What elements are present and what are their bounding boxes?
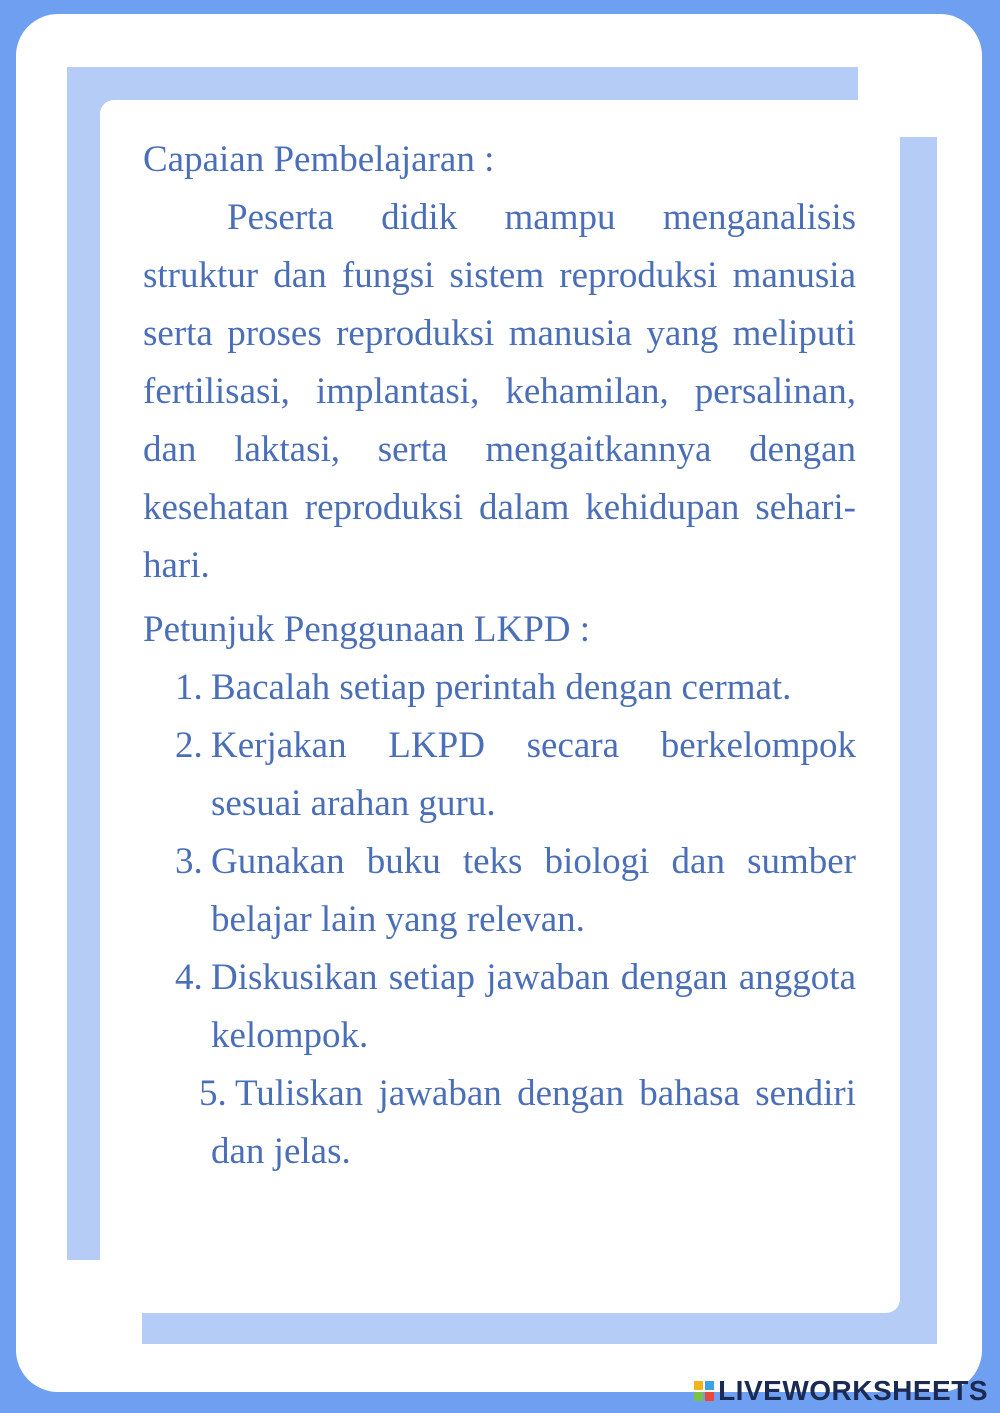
list-item-text: Gunakan buku teks biologi dan sumber belajar lain yang relevan.	[211, 841, 856, 940]
list-item-text: Tuliskan jawaban dengan bahasa sendiri dan jelas.	[211, 1073, 856, 1172]
liveworksheets-logo-icon	[694, 1381, 714, 1401]
list-item	[143, 949, 856, 1065]
logo-square-icon	[694, 1381, 703, 1390]
list-item-text: Kerjakan LKPD secara berkelompok sesuai arahan guru.	[211, 725, 856, 824]
list-item-text: Bacalah setiap perintah dengan cermat.	[211, 667, 792, 708]
list-item-number: 1.	[175, 667, 203, 708]
list-item-number: 3.	[175, 841, 203, 882]
learning-outcomes-heading: Capaian Pembelajaran :	[143, 139, 495, 180]
liveworksheets-logo[interactable]	[694, 1375, 988, 1407]
logo-square-icon	[694, 1392, 703, 1401]
list-item	[143, 833, 856, 949]
list-item	[143, 717, 856, 833]
document-text	[143, 131, 856, 1181]
list-item-text: Diskusikan setiap jawaban dengan anggota kelompok.	[211, 957, 856, 1056]
list-item	[143, 659, 856, 717]
liveworksheets-logo-text: LIVEWORKSHEETS	[718, 1375, 988, 1406]
instructions-heading: Petunjuk Penggunaan LKPD :	[143, 609, 591, 650]
list-item-number: 4.	[175, 957, 203, 998]
logo-square-icon	[705, 1381, 714, 1390]
instructions-list	[143, 659, 856, 1181]
list-item-number: 2.	[175, 725, 203, 766]
logo-square-icon	[705, 1392, 714, 1401]
list-item-number: 5.	[199, 1073, 227, 1114]
list-item	[143, 1065, 856, 1181]
learning-outcomes-paragraph: Peserta didik mampu menganalisis struktur dan fungsi sistem reproduksi manusia serta proses reproduksi manusia yang meliputi fertilisasi, implantasi, kehamilan, persalinan, dan laktasi, serta mengaitkannya dengan kesehatan reproduksi dalam kehidupan sehari-hari.	[143, 197, 856, 586]
